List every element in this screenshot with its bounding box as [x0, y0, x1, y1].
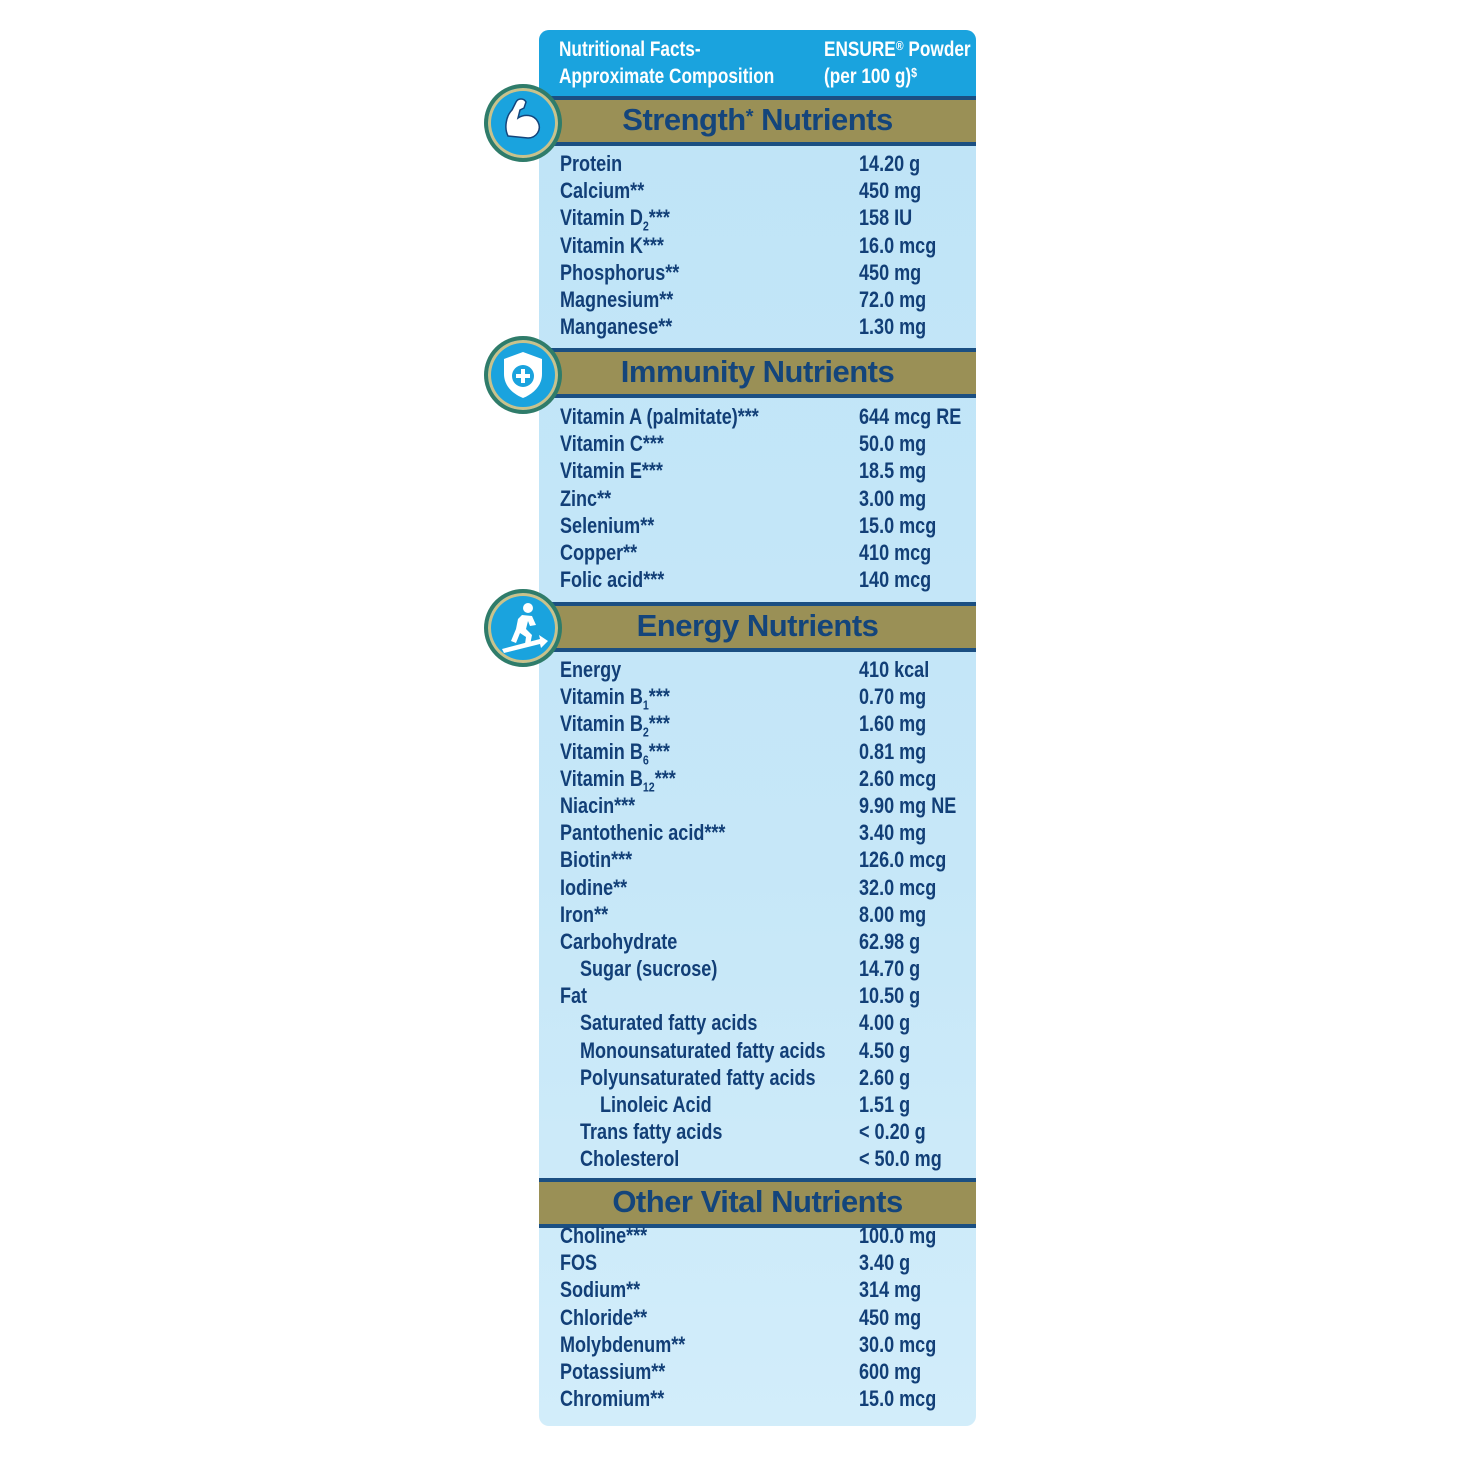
nutrient-name-text: Potassium**: [560, 1358, 666, 1384]
nutrient-name-text: Niacin***: [560, 792, 636, 818]
nutrient-name: [560, 1222, 647, 1249]
nutrient-name: [560, 232, 664, 259]
nutrient-row: [539, 150, 976, 177]
nutrient-name-text: Iron**: [560, 901, 609, 927]
nutrient-name-text: Zinc**: [560, 485, 612, 511]
nutrient-name-text: Folic acid***: [560, 567, 665, 593]
section-title-energy: Energy Nutrients: [636, 608, 879, 643]
nutrient-footnote-mark: ***: [648, 684, 670, 710]
nutrient-value: 3.40 g: [859, 1250, 911, 1276]
nutrient-name: [560, 1249, 597, 1276]
nutrient-footnote-mark: ***: [648, 711, 670, 737]
nutrient-row: [539, 1276, 976, 1303]
nutrient-name-text: Monounsaturated fatty acids: [580, 1037, 826, 1063]
nutrient-name: [580, 1145, 679, 1172]
nutrient-name: [560, 928, 677, 955]
nutrient-row: [539, 1304, 976, 1331]
nutrient-name-text: Energy: [560, 657, 622, 682]
nutrient-value: 32.0 mcg: [859, 874, 937, 900]
nutrient-name-text: Sugar (sucrose): [580, 956, 718, 982]
nutrient-name-text: Vitamin A (palmitate)***: [560, 404, 759, 429]
nutrient-value: 126.0 mcg: [859, 847, 947, 873]
header-title-line1: Nutritional Facts-: [559, 38, 701, 61]
nutrient-row: [539, 683, 976, 713]
nutrient-row: [539, 204, 976, 234]
nutrient-row: [539, 1009, 976, 1036]
nutrient-name: [560, 846, 632, 873]
nutrient-name-text: Trans fatty acids: [580, 1119, 723, 1145]
nutrient-name-text: Chromium**: [560, 1386, 665, 1412]
registered-mark: ®: [895, 38, 904, 53]
nutrient-row: [539, 313, 976, 340]
nutrient-row: [539, 710, 976, 740]
nutrient-row: [539, 430, 976, 457]
serving-footnote-mark: $: [911, 65, 918, 80]
nutrient-row: [539, 403, 976, 430]
nutrient-name-text: Vitamin K***: [560, 232, 664, 258]
nutrient-name: [560, 1358, 665, 1385]
nutrient-row: [539, 819, 976, 846]
nutrient-subscript: 2: [642, 724, 649, 740]
nutrient-value: 410 kcal: [859, 657, 930, 682]
section-band-strength: [539, 96, 976, 146]
nutrient-name: [560, 150, 622, 177]
header-product-line1: [824, 36, 976, 63]
nutrient-name-text: Chloride**: [560, 1304, 648, 1330]
nutrient-name: [560, 1331, 685, 1358]
nutrient-value: 4.00 g: [859, 1010, 911, 1036]
product-name: ENSURE: [824, 38, 896, 61]
nutrient-name-text: Linoleic Acid: [600, 1092, 712, 1117]
section-band-other: [539, 1178, 976, 1228]
nutrient-row: [539, 955, 976, 982]
nutrient-name: [580, 1118, 722, 1145]
nutrient-value: < 0.20 g: [859, 1119, 926, 1145]
nutrition-facts-panel: [539, 30, 976, 1426]
nutrient-value: 450 mg: [859, 1304, 922, 1330]
nutrient-name: [560, 512, 654, 539]
nutrient-name-text: Saturated fatty acids: [580, 1010, 758, 1036]
nutrient-value: 9.90 mg NE: [859, 792, 957, 818]
nutrient-row: [539, 1358, 976, 1385]
nutrient-name: [560, 286, 673, 313]
nutrient-name: [580, 1009, 757, 1036]
nutrient-name-text: Vitamin D: [560, 205, 643, 231]
nutrient-row: [539, 765, 976, 795]
nutrient-value: 140 mcg: [859, 567, 932, 593]
serving-basis: (per 100 g): [824, 65, 912, 88]
nutrient-value: 16.0 mcg: [859, 232, 937, 258]
nutrient-name: [560, 656, 621, 683]
nutrient-name: [560, 566, 664, 593]
nutrient-row: [539, 1145, 976, 1172]
nutrient-row: [539, 846, 976, 873]
nutrient-name-text: Pantothenic acid***: [560, 820, 726, 846]
nutrient-row: [539, 1331, 976, 1358]
nutrient-row: [539, 1091, 976, 1118]
nutrient-value: 15.0 mcg: [859, 1386, 937, 1412]
nutrient-name-text: Protein: [560, 151, 623, 176]
nutrient-name: [560, 457, 663, 484]
nutrient-name: [560, 1385, 664, 1412]
nutrient-name-text: Sodium**: [560, 1277, 641, 1303]
nutrient-value: 30.0 mcg: [859, 1331, 937, 1357]
nutrient-footnote-mark: ***: [648, 738, 670, 764]
nutrient-value: 158 IU: [859, 205, 913, 231]
nutrient-row: [539, 1385, 976, 1412]
nutrient-name-text: Vitamin B: [560, 711, 643, 737]
section-band-energy: [539, 602, 976, 652]
nutrient-value: 0.81 mg: [859, 738, 927, 764]
nutrient-name: [560, 1304, 647, 1331]
nutrient-name-text: Iodine**: [560, 874, 628, 900]
nutrient-name: [560, 792, 635, 819]
nutrient-name: [560, 901, 608, 928]
rows-other: [539, 1222, 976, 1412]
nutrient-name: [560, 430, 664, 457]
nutrient-subscript: 1: [642, 697, 649, 713]
nutrient-name: [560, 403, 759, 430]
nutrient-row: [539, 539, 976, 566]
nutrient-name: [560, 539, 637, 566]
section-title-immunity: Immunity Nutrients: [620, 354, 895, 389]
header-right: [824, 36, 976, 90]
muscle-arm-icon: [484, 84, 562, 162]
header-product-line2: [824, 63, 976, 90]
nutrient-name-text: Vitamin B: [560, 738, 643, 764]
nutrient-row: [539, 1118, 976, 1145]
nutrient-row: [539, 1064, 976, 1091]
nutrient-value: 2.60 mcg: [859, 765, 937, 791]
nutrient-name-text: FOS: [560, 1250, 598, 1276]
nutrient-row: [539, 982, 976, 1009]
nutrient-name-text: Calcium**: [560, 178, 645, 204]
nutrient-subscript: 2: [642, 218, 649, 234]
section-title-strength: [539, 102, 976, 138]
nutrient-name: [560, 259, 679, 286]
nutrient-footnote-mark: ***: [648, 205, 670, 231]
nutrient-value: 4.50 g: [859, 1037, 911, 1063]
section-band-immunity: [539, 348, 976, 398]
nutrient-value: 3.40 mg: [859, 820, 927, 846]
nutrient-row: [539, 286, 976, 313]
nutrient-name: [600, 1091, 712, 1118]
nutrient-value: 14.20 g: [859, 151, 921, 176]
nutrient-row: [539, 792, 976, 819]
nutrient-value: 1.51 g: [859, 1092, 911, 1117]
nutrient-name: [560, 177, 644, 204]
nutrient-value: 15.0 mcg: [859, 512, 937, 538]
rows-strength: [539, 150, 976, 340]
rows-immunity: [539, 403, 976, 593]
nutrient-name-text: Carbohydrate: [560, 928, 678, 954]
nutrient-name-text: Biotin***: [560, 847, 633, 873]
nutrient-name: [580, 1064, 816, 1091]
nutrient-row: [539, 232, 976, 259]
nutrient-name-text: Cholesterol: [580, 1146, 680, 1172]
nutrient-row: [539, 874, 976, 901]
nutrient-name-text: Manganese**: [560, 314, 673, 340]
nutrient-value: 18.5 mg: [859, 458, 927, 484]
nutrient-row: [539, 259, 976, 286]
nutrient-value: 50.0 mg: [859, 431, 927, 457]
nutrient-name-text: Vitamin E***: [560, 458, 663, 484]
nutrient-row: [539, 656, 976, 683]
nutrient-name-text: Phosphorus**: [560, 259, 680, 285]
shield-plus-icon: [484, 336, 562, 414]
nutrient-row: [539, 1037, 976, 1064]
runner-icon: [484, 589, 562, 667]
nutrient-value: 100.0 mg: [859, 1223, 937, 1248]
nutrient-value: 1.30 mg: [859, 314, 927, 340]
strength-title-asterisk: *: [745, 106, 754, 128]
nutrient-row: [539, 738, 976, 765]
nutrient-row: [539, 1249, 976, 1276]
nutrient-value: 0.70 mg: [859, 684, 927, 710]
nutrient-name-text: Molybdenum**: [560, 1331, 686, 1357]
nutrient-name: [580, 955, 717, 982]
nutrient-name-text: Vitamin B: [560, 765, 643, 791]
nutrient-value: 644 mcg RE: [859, 404, 962, 429]
nutrient-value: 14.70 g: [859, 956, 921, 982]
nutrient-value: 1.60 mg: [859, 711, 927, 737]
nutrient-name-text: Fat: [560, 983, 588, 1009]
nutrient-value: 410 mcg: [859, 539, 932, 565]
nutrient-name-text: Choline***: [560, 1223, 648, 1248]
product-form: Powder: [903, 38, 971, 61]
table-header: [539, 30, 976, 96]
section-title-other: Other Vital Nutrients: [612, 1184, 903, 1219]
header-title-line2: Approximate Composition: [559, 65, 775, 88]
nutrient-name: [580, 1037, 826, 1064]
nutrient-name-text: Vitamin C***: [560, 431, 664, 457]
nutrient-value: 10.50 g: [859, 983, 921, 1009]
nutrient-row: [539, 1222, 976, 1249]
nutrient-value: 62.98 g: [859, 928, 921, 954]
nutrient-value: 3.00 mg: [859, 485, 927, 511]
nutrient-row: [539, 928, 976, 955]
nutrient-value: < 50.0 mg: [859, 1146, 942, 1172]
nutrient-value: 72.0 mg: [859, 286, 927, 312]
header-left: [559, 36, 780, 90]
rows-energy: [539, 656, 976, 1173]
strength-title-rest: Nutrients: [753, 102, 893, 137]
nutrient-name-text: Polyunsaturated fatty acids: [580, 1064, 816, 1090]
nutrient-value: 8.00 mg: [859, 901, 927, 927]
nutrient-row: [539, 177, 976, 204]
nutrient-value: 450 mg: [859, 178, 922, 204]
nutrient-row: [539, 457, 976, 484]
nutrient-row: [539, 512, 976, 539]
nutrient-name: [560, 1276, 640, 1303]
nutrient-subscript: 6: [642, 751, 649, 767]
nutrient-row: [539, 485, 976, 512]
nutrient-name-text: Selenium**: [560, 512, 655, 538]
nutrient-subscript: 12: [642, 779, 655, 795]
nutrient-row: [539, 901, 976, 928]
nutrient-name-text: Vitamin B: [560, 684, 643, 710]
nutrient-name: [560, 819, 725, 846]
nutrient-value: 450 mg: [859, 259, 922, 285]
nutrient-value: 314 mg: [859, 1277, 922, 1303]
nutrient-row: [539, 566, 976, 593]
nutrient-value: 600 mg: [859, 1358, 922, 1384]
nutrient-name: [560, 874, 627, 901]
nutrient-name: [560, 982, 587, 1009]
strength-title-text: Strength: [622, 102, 746, 137]
nutrient-name-text: Magnesium**: [560, 286, 674, 312]
nutrient-name-text: Copper**: [560, 539, 638, 565]
nutrient-value: 2.60 g: [859, 1064, 911, 1090]
nutrient-footnote-mark: ***: [654, 765, 676, 791]
nutrient-name: [560, 485, 611, 512]
nutrient-name: [560, 313, 672, 340]
